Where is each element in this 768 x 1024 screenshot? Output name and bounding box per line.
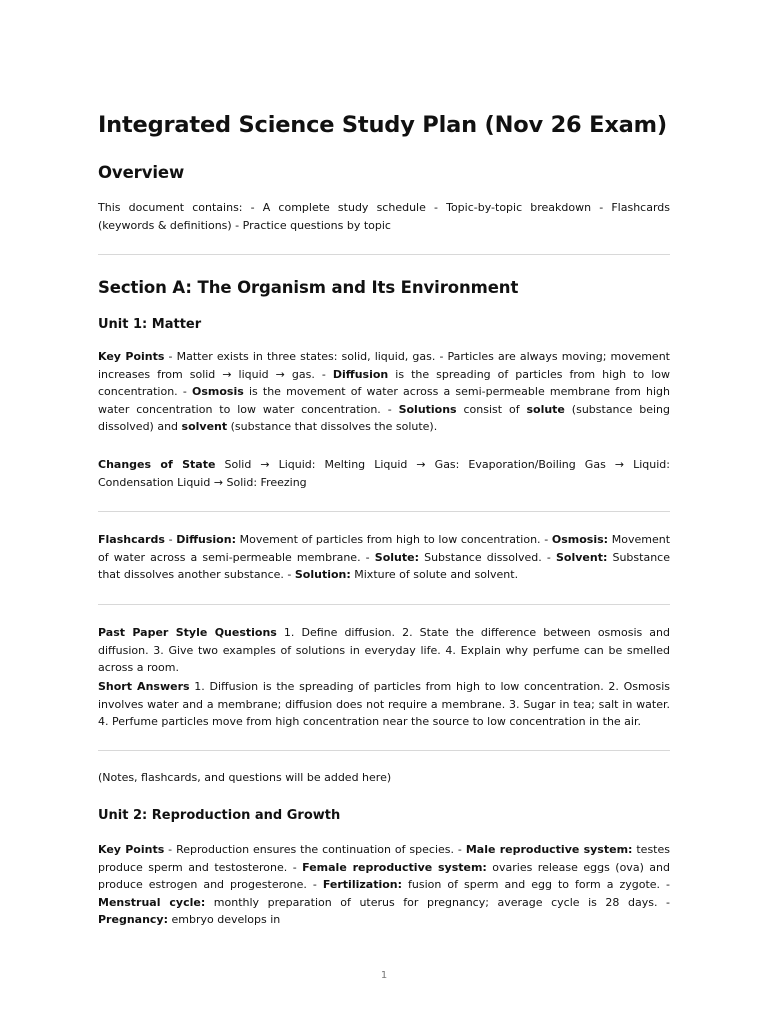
bold-term: Osmosis — [191, 385, 244, 398]
unit-1-key-points: Key Points - Matter exists in three states: solid, liquid, gas. - Particles are always moving; movement increases from solid → liquid → gas. - Diffusion is the spreading of particles from high to low concentration. - Osmosis is the movement of water across a semi-permeable membrane from high water concentration to low water concentration. - Solutions consist of solute (substance being dissolved) and solvent (substance that dissolves the solute). — [98, 350, 671, 433]
unit-2-heading: Unit 2: Reproduction and Growth — [98, 808, 341, 823]
bold-term: Solute: — [374, 550, 419, 564]
bold-term: Solutions — [398, 402, 457, 416]
paragraph-label: Past Paper Style Questions — [98, 626, 277, 639]
paragraph-label: Key Points — [98, 350, 165, 363]
overview-heading: Overview — [98, 163, 185, 182]
bold-term: Male reproductive system: — [465, 843, 633, 856]
placeholder-note: (Notes, flashcards, and questions will be added here) — [98, 771, 392, 784]
bold-term: Osmosis: — [551, 533, 609, 546]
page-number: 1 — [380, 970, 388, 981]
bold-term: solute — [526, 402, 565, 416]
paragraph-label: Key Points — [98, 843, 165, 856]
divider — [98, 511, 670, 512]
paragraph-label: Flashcards — [98, 533, 165, 546]
unit-1-past-paper-questions: Past Paper Style Questions 1. Define diffusion. 2. State the difference between osmosis and diffusion. 3. Give two examples of solutions in everyday life. 4. Explain why perfume can be smelled across a room. — [98, 626, 670, 674]
bold-term: solvent — [181, 420, 228, 433]
divider — [98, 604, 670, 605]
unit-1-changes-of-state: Changes of State Solid → Liquid: Melting Liquid → Gas: Evaporation/Boiling Gas → Liquid: Condensation Liquid → Solid: Freezing — [98, 458, 670, 489]
bold-term: Diffusion: — [176, 533, 236, 546]
bold-term: Solvent: — [555, 550, 608, 564]
bold-term: Solution: — [294, 568, 351, 581]
bold-term: Female reproductive system: — [302, 860, 487, 874]
unit-1-heading: Unit 1: Matter — [98, 317, 202, 332]
divider — [98, 254, 670, 255]
bold-term: Menstrual cycle: — [98, 895, 206, 909]
bold-term: Fertilization: — [322, 878, 403, 891]
unit-1-short-answers: Short Answers 1. Diffusion is the spreading of particles from high to low concentration. 2. Osmosis involves water and a membrane; diffusion does not require a membrane. 3. Sugar in tea; salt in water. 4. Perfume particles move from high concentration near the source to low concentration in the air. — [98, 680, 671, 728]
unit-1-flashcards: Flashcards - Diffusion: Movement of particles from high to low concentration. - Osmosis: Movement of water across a semi-permeable membrane. - Solute: Substance dissolved. - Solvent: Substance that dissolves another substance. - Solution: Mixture of solute and solvent. — [98, 533, 671, 581]
unit-2-key-points: Key Points - Reproduction ensures the continuation of species. - Male reproductive system: testes produce sperm and testosterone. - Female reproductive system: ovaries release eggs (ova) and produce estrogen and progesterone. - Fertilization: fusion of sperm and egg to form a zygote. - Menstrual cycle: monthly preparation of uterus for pregnancy; average cycle is 28 days. - Pregnancy: embryo develops in — [98, 843, 671, 926]
divider — [98, 750, 670, 751]
bold-term: Pregnancy: — [98, 913, 168, 926]
section-a-heading: Section A: The Organism and Its Environment — [98, 278, 519, 297]
paragraph-label: Changes of State — [98, 458, 216, 471]
paragraph-label: Short Answers — [98, 680, 190, 693]
document-title: Integrated Science Study Plan (Nov 26 Exam) — [98, 112, 667, 138]
overview-text: This document contains: - A complete study schedule - Topic-by-topic breakdown - Flashcards (keywords & definitions) - Practice questions by topic — [98, 201, 670, 232]
bold-term: Diffusion — [332, 367, 389, 381]
